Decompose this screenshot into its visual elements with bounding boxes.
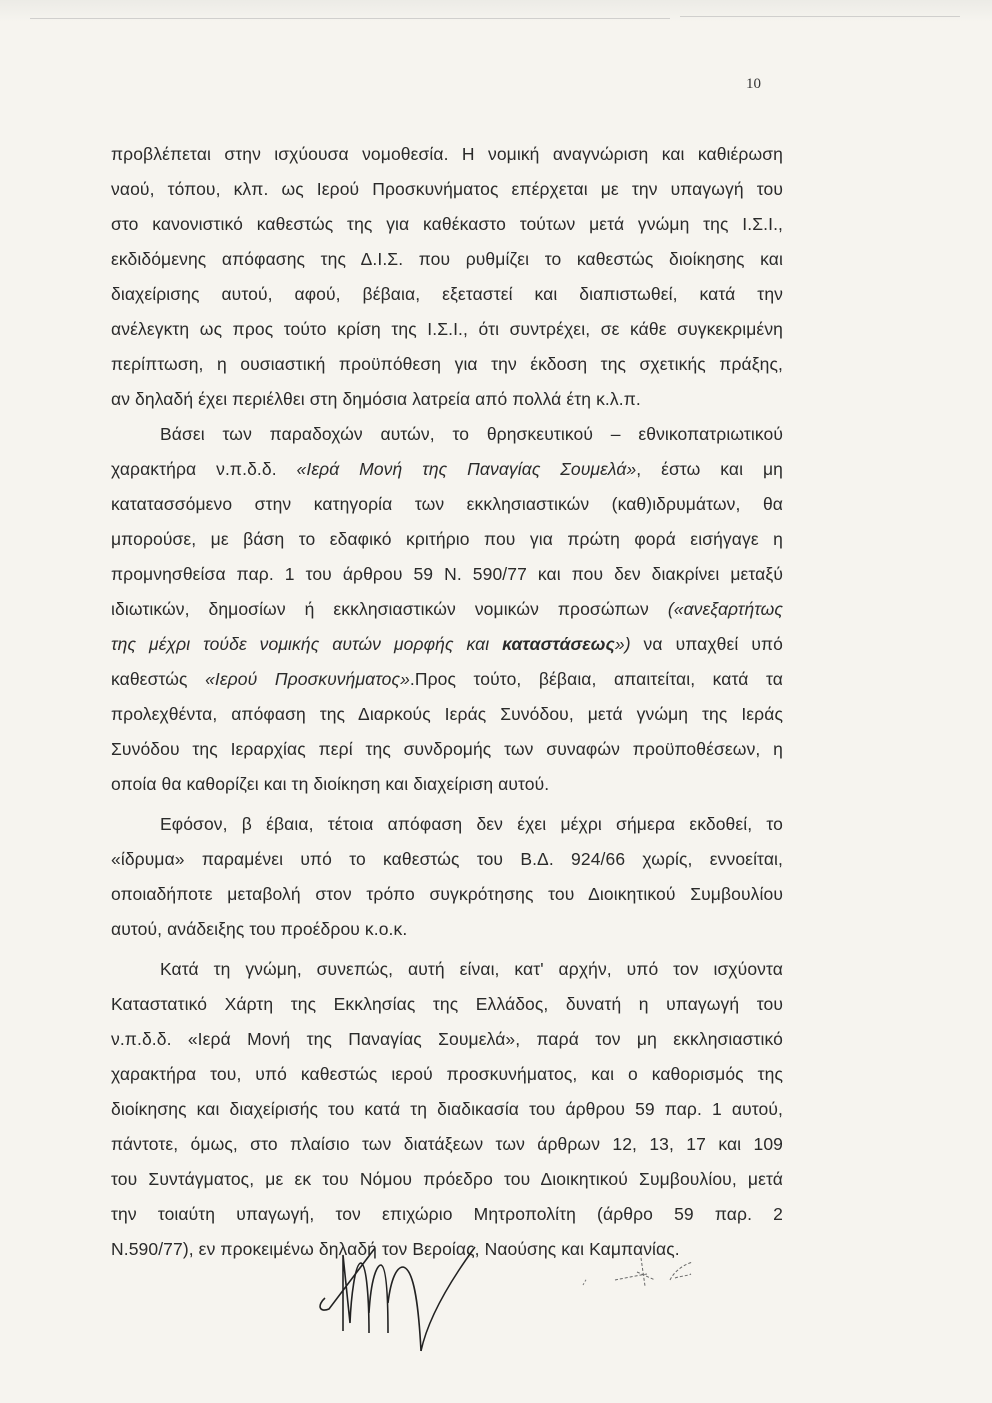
text-line: αν δηλαδή έχει περιέλθει στη δημόσια λατρεία από πολλά έτη κ.λ.π. [111,389,641,409]
scan-artifact-line [30,18,670,19]
text-line: χαρακτήρα του, υπό καθεστώς ιερού προσκυνήματος, και ο καθορισμός της [111,1064,783,1084]
scan-artifact-line [680,16,960,17]
text-line: προλεχθέντα, απόφαση της Διαρκούς Ιεράς Συνόδου, μετά γνώμη της Ιεράς [111,704,783,724]
text-line: Συνόδου της Ιεραρχίας περί της συνδρομής των συναφών προϋποθέσεων, η [111,739,783,759]
page-number: 10 [746,76,761,92]
text-line: οποιαδήποτε μεταβολή στον τρόπο συγκρότησης του Διοικητικού Συμβουλίου [111,884,783,904]
italic-quote: «Ιερά Μονή της Παναγίας Σουμελά» [296,459,637,479]
text-line: ν.π.δ.δ. «Ιερά Μονή της Παναγίας Σουμελά», παρά τον μη εκκλησιαστικό [111,1029,783,1049]
text-line: μπορούσε, με βάση το εδαφικό κριτήριο που για πρώτη φορά εισήγαγε η [111,529,783,549]
text-line: της μέχρι τούδε νομικής αυτών μορφής και καταστάσεως») να υπαχθεί υπό [111,634,783,654]
italic-quote: («ανεξαρτήτως [667,599,783,619]
text-line: την τοιαύτη υπαγωγή, τον επιχώριο Μητροπολίτη (άρθρο 59 παρ. 2 [111,1204,783,1224]
text-line: Ν.590/77), εν προκειμένω δηλαδή τον Βεροίας, Ναούσης και Καμπανίας. [111,1239,680,1259]
text-line: ανέλεγκτη ως προς τούτο κρίση της Ι.Σ.Ι., ότι συντρέχει, σε κάθε συγκεκριμένη [111,319,783,339]
italic-quote: της μέχρι τούδε νομικής αυτών μορφής και [111,634,503,654]
text-line: καθεστώς «Ιερού Προσκυνήματος».Προς τούτο, βέβαια, απαιτείται, κατά τα [111,669,783,689]
text-line: Καταστατικό Χάρτη της Εκκλησίας της Ελλάδος, δυνατή η υπαγωγή του [111,994,783,1014]
text-line: διαχείρισης αυτού, αφού, βέβαια, εξεταστεί και διαπιστωθεί, κατά την [111,284,783,304]
text-line: κατατασσόμενο στην κατηγορία των εκκλησιαστικών (καθ)ιδρυμάτων, θα [111,494,783,514]
text-line: προμνησθείσα παρ. 1 του άρθρου 59 Ν. 590/77 και που δεν διακρίνει μεταξύ [111,564,783,584]
text-line: πάντοτε, όμως, στο πλαίσιο των διατάξεων των άρθρων 12, 13, 17 και 109 [111,1134,783,1154]
text-line: αυτού, ανάδειξης του προέδρου κ.ο.κ. [111,919,408,939]
text-line: περίπτωση, η ουσιαστική προϋπόθεση για την έκδοση της σχετικής πράξης, [111,354,783,374]
text-line: διοίκησης και διαχείρισής του κατά τη διαδικασία του άρθρου 59 παρ. 1 αυτού, [111,1099,783,1119]
text-line: στο κανονιστικό καθεστώς της για καθέκαστο τούτων μετά γνώμη της Ι.Σ.Ι., [111,214,783,234]
text-line: Κατά τη γνώμη, συνεπώς, αυτή είναι, κατ' αρχήν, υπό τον ισχύοντα [160,959,783,979]
text-line: «ίδρυμα» παραμένει υπό το καθεστώς του Β.Δ. 924/66 χωρίς, εννοείται, [111,849,783,869]
bold-italic-word: καταστάσεως [502,634,615,654]
text-line: προβλέπεται στην ισχύουσα νομοθεσία. Η νομική αναγνώριση και καθιέρωση [111,144,783,164]
signature-left [315,1243,495,1353]
text-line: ναού, τόπου, κλπ. ως Ιερού Προσκυνήματος επέρχεται με την υπαγωγή του [111,179,783,199]
text-line: του Συντάγματος, με εκ του Νόμου πρόεδρο του Διοικητικού Συμβουλίου, μετά [111,1169,783,1189]
text-line: εκδιδόμενης απόφασης της Δ.Ι.Σ. που ρυθμίζει το καθεστώς διοίκησης και [111,249,783,269]
text-line: Εφόσον, β έβαια, τέτοια απόφαση δεν έχει μέχρι σήμερα εκδοθεί, το [160,814,783,834]
italic-quote: «Ιερού Προσκυνήματος» [205,669,410,689]
text-line: ιδιωτικών, δημοσίων ή εκκλησιαστικών νομικών προσώπων («ανεξαρτήτως [111,599,783,619]
text-line: οποία θα καθορίζει και τη διοίκηση και διαχείριση αυτού. [111,774,550,794]
text-line: χαρακτήρα ν.π.δ.δ. «Ιερά Μονή της Παναγίας Σουμελά», έστω και μη [111,459,783,479]
signature-right [575,1250,725,1300]
text-line: Βάσει των παραδοχών αυτών, το θρησκευτικού – εθνικοπατριωτικού [160,424,783,444]
